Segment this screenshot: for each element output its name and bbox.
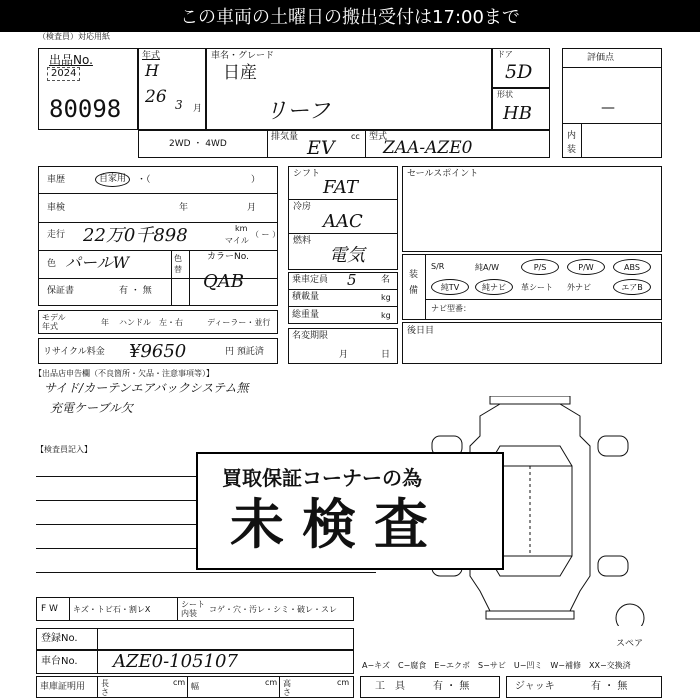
equipment-item: P/W xyxy=(567,259,605,275)
inspection-month: 月 xyxy=(247,203,257,213)
width-label: 幅 xyxy=(191,682,199,691)
shift-ac-fuel-box xyxy=(288,166,398,270)
spare-label: スペア xyxy=(616,639,644,649)
header-note: （検査員）対応用紙 xyxy=(38,32,110,41)
capacity-unit: 名 xyxy=(381,275,391,285)
equipment-item: 純TV xyxy=(431,279,469,295)
shift-value: FAT xyxy=(323,177,358,198)
year-value: 26 xyxy=(145,87,167,107)
navi-model-label: ナビ型番： xyxy=(431,304,471,313)
grade-value: — xyxy=(601,100,615,116)
doors-value: 5D xyxy=(505,61,533,83)
damage-legend: A−キズ C−腐食 E−エクボ S−サビ U−凹ミ W−補修 XX−交換済 xyxy=(362,661,631,670)
width-unit: cm xyxy=(265,678,278,687)
doors-label: ドア xyxy=(497,50,513,59)
reg-change-label: 名変期限 xyxy=(292,331,329,341)
shift-label: シフト xyxy=(293,169,321,179)
mileage-unit-mile: マイル xyxy=(225,236,249,245)
displacement-value: EV xyxy=(307,137,335,159)
saturday-pickup-banner: この車両の土曜日の搬出受付は17:00まで xyxy=(0,0,700,32)
fw-row xyxy=(36,597,354,621)
mileage-value: 22万0千898 xyxy=(83,225,188,246)
warranty-options: 有 ・ 無 xyxy=(119,286,152,296)
load-label: 積載量 xyxy=(292,292,320,302)
interior-label: 内装 xyxy=(567,131,577,155)
declaration-line2: 充電ケーブル欠 xyxy=(50,401,133,415)
equipment-item: エアB xyxy=(613,279,651,295)
recycle-value: ¥9650 xyxy=(129,341,187,362)
handle-options: ハンドル 左・右 xyxy=(119,318,183,327)
recycle-unit: 円 預託済 xyxy=(225,347,264,357)
model-year-unit: 年 xyxy=(101,318,109,327)
year-label: 年式 xyxy=(142,51,161,61)
mileage-label: 走行 xyxy=(47,230,66,240)
backorder-label: 後日目 xyxy=(407,326,435,336)
jack-label: ジャッキ xyxy=(515,681,555,692)
inspection-year: 年 xyxy=(179,203,189,213)
model-code-value: ZAA-AZE0 xyxy=(383,138,473,158)
jack-options: 有 ・ 無 xyxy=(591,681,628,692)
front-bumper xyxy=(490,396,570,404)
color-code: QAB xyxy=(203,271,244,292)
tools-box xyxy=(360,676,500,698)
front-right-tire xyxy=(598,436,628,456)
reg-change-box xyxy=(288,328,398,364)
registration-row xyxy=(36,628,354,650)
lot-box xyxy=(38,48,138,130)
month-unit: 月 xyxy=(193,104,203,114)
uninspected-stamp xyxy=(196,452,504,570)
load-unit: kg xyxy=(381,293,391,302)
backorder-box xyxy=(402,322,662,364)
history-label: 車歴 xyxy=(47,175,66,185)
dimensions-row xyxy=(36,676,354,698)
seat-label: シート内装 xyxy=(181,600,205,618)
equipment-item: 革シート xyxy=(521,283,553,292)
capacity-box xyxy=(288,272,398,324)
capacity-value: 5 xyxy=(347,271,357,289)
shape-box xyxy=(492,88,550,130)
model-year-label: モデル年式 xyxy=(42,313,66,331)
dimensions-label: 車庫証明用 xyxy=(40,682,86,692)
spare-tire xyxy=(616,604,644,626)
tools-label: 工 具 xyxy=(375,681,405,692)
rear-right-tire xyxy=(598,556,628,576)
history-value: 自家用 xyxy=(95,172,130,187)
sales-point-label: セールスポイント xyxy=(407,169,479,179)
stamp-main: 未検査 xyxy=(230,493,446,556)
height-label: 高さ xyxy=(283,679,291,697)
equipment-item: 外ナビ xyxy=(567,283,591,292)
spec-row xyxy=(138,130,550,158)
car-model: リーフ xyxy=(265,99,330,124)
reg-change-day: 日 xyxy=(381,350,391,360)
seat-items: コゲ・穴・汚レ・シミ・破レ・スレ xyxy=(209,605,337,614)
fuel-label: 燃料 xyxy=(293,236,312,246)
length-unit: cm xyxy=(173,678,186,687)
declaration-line1: サイド/カーテンエアバックシステム無 xyxy=(44,381,249,395)
stamp-top: 買取保証コーナーの為 xyxy=(222,466,422,490)
recycle-label: リサイクル料金 xyxy=(43,347,105,357)
rear-bumper xyxy=(486,611,574,619)
model-code-label: 型式 xyxy=(369,132,388,142)
dealer-options: ディーラー・並行 xyxy=(207,318,271,327)
sales-point-box xyxy=(402,166,662,252)
color-change-label: 色替 xyxy=(174,254,182,274)
lot-number: 80098 xyxy=(49,95,122,123)
inspector-label: 【検査員記入】 xyxy=(36,445,92,454)
equipment-box xyxy=(402,254,662,320)
displacement-label: 排気量 xyxy=(271,132,299,142)
chassis-value: AZE0-105107 xyxy=(113,651,238,672)
ac-value: AAC xyxy=(323,211,363,232)
displacement-unit: cc xyxy=(351,132,360,141)
equipment-label: 装備 xyxy=(409,270,419,296)
weight-unit: kg xyxy=(381,311,391,320)
car-maker: 日産 xyxy=(223,63,257,83)
recycle-row xyxy=(38,338,278,364)
month-value: 3 xyxy=(175,98,183,112)
mileage-paren: （ ー ） xyxy=(251,230,281,239)
shape-value: HB xyxy=(503,103,532,124)
mileage-unit-km: km xyxy=(235,224,248,233)
chassis-label: 車台No. xyxy=(41,656,78,667)
shape-label: 形状 xyxy=(497,90,513,99)
inspection-label: 車検 xyxy=(47,203,66,213)
tools-options: 有 ・ 無 xyxy=(433,681,470,692)
year-era: H xyxy=(145,61,159,80)
history-other: ・（ xyxy=(137,175,151,185)
fw-label: F W xyxy=(41,604,58,614)
equipment-item: 純A/W xyxy=(475,263,500,272)
equipment-item: ABS xyxy=(613,259,651,275)
fuel-value: 電気 xyxy=(329,245,365,266)
car-name-box xyxy=(206,48,492,130)
color-code-label: カラーNo. xyxy=(207,252,249,262)
ac-label: 冷房 xyxy=(293,202,312,212)
warranty-label: 保証書 xyxy=(47,286,75,296)
fw-items: キズ・トビ石・割レX xyxy=(73,605,151,614)
capacity-label: 乗車定員 xyxy=(292,275,329,285)
doors-box xyxy=(492,48,550,88)
equipment-item: 純ナビ xyxy=(475,279,513,295)
height-unit: cm xyxy=(337,678,350,687)
chassis-row xyxy=(36,650,354,674)
model-year-row xyxy=(38,310,278,334)
lot-label: 出品No. xyxy=(49,53,93,67)
vehicle-info-table xyxy=(38,166,281,306)
color-label: 色 xyxy=(47,259,57,269)
grade-box xyxy=(562,48,662,158)
jack-box xyxy=(506,676,662,698)
registration-label: 登録No. xyxy=(41,633,78,644)
color-value: パールW xyxy=(65,253,130,272)
drive-label: 2WD ・ 4WD xyxy=(169,139,227,149)
declaration-label: 【出品店申告欄（不良箇所・欠品・注意事項等）】 xyxy=(34,369,214,378)
reg-change-month: 月 xyxy=(339,350,349,360)
weight-label: 総重量 xyxy=(292,310,320,320)
equipment-item: P/S xyxy=(521,259,559,275)
length-label: 長さ xyxy=(101,679,109,697)
lot-year: 2024 xyxy=(47,67,80,81)
grade-label: 評価点 xyxy=(587,53,615,63)
history-close: ） xyxy=(251,175,261,185)
car-name-label: 車名・グレード xyxy=(211,51,275,61)
year-box xyxy=(138,48,206,130)
equipment-item: S/R xyxy=(431,262,445,271)
